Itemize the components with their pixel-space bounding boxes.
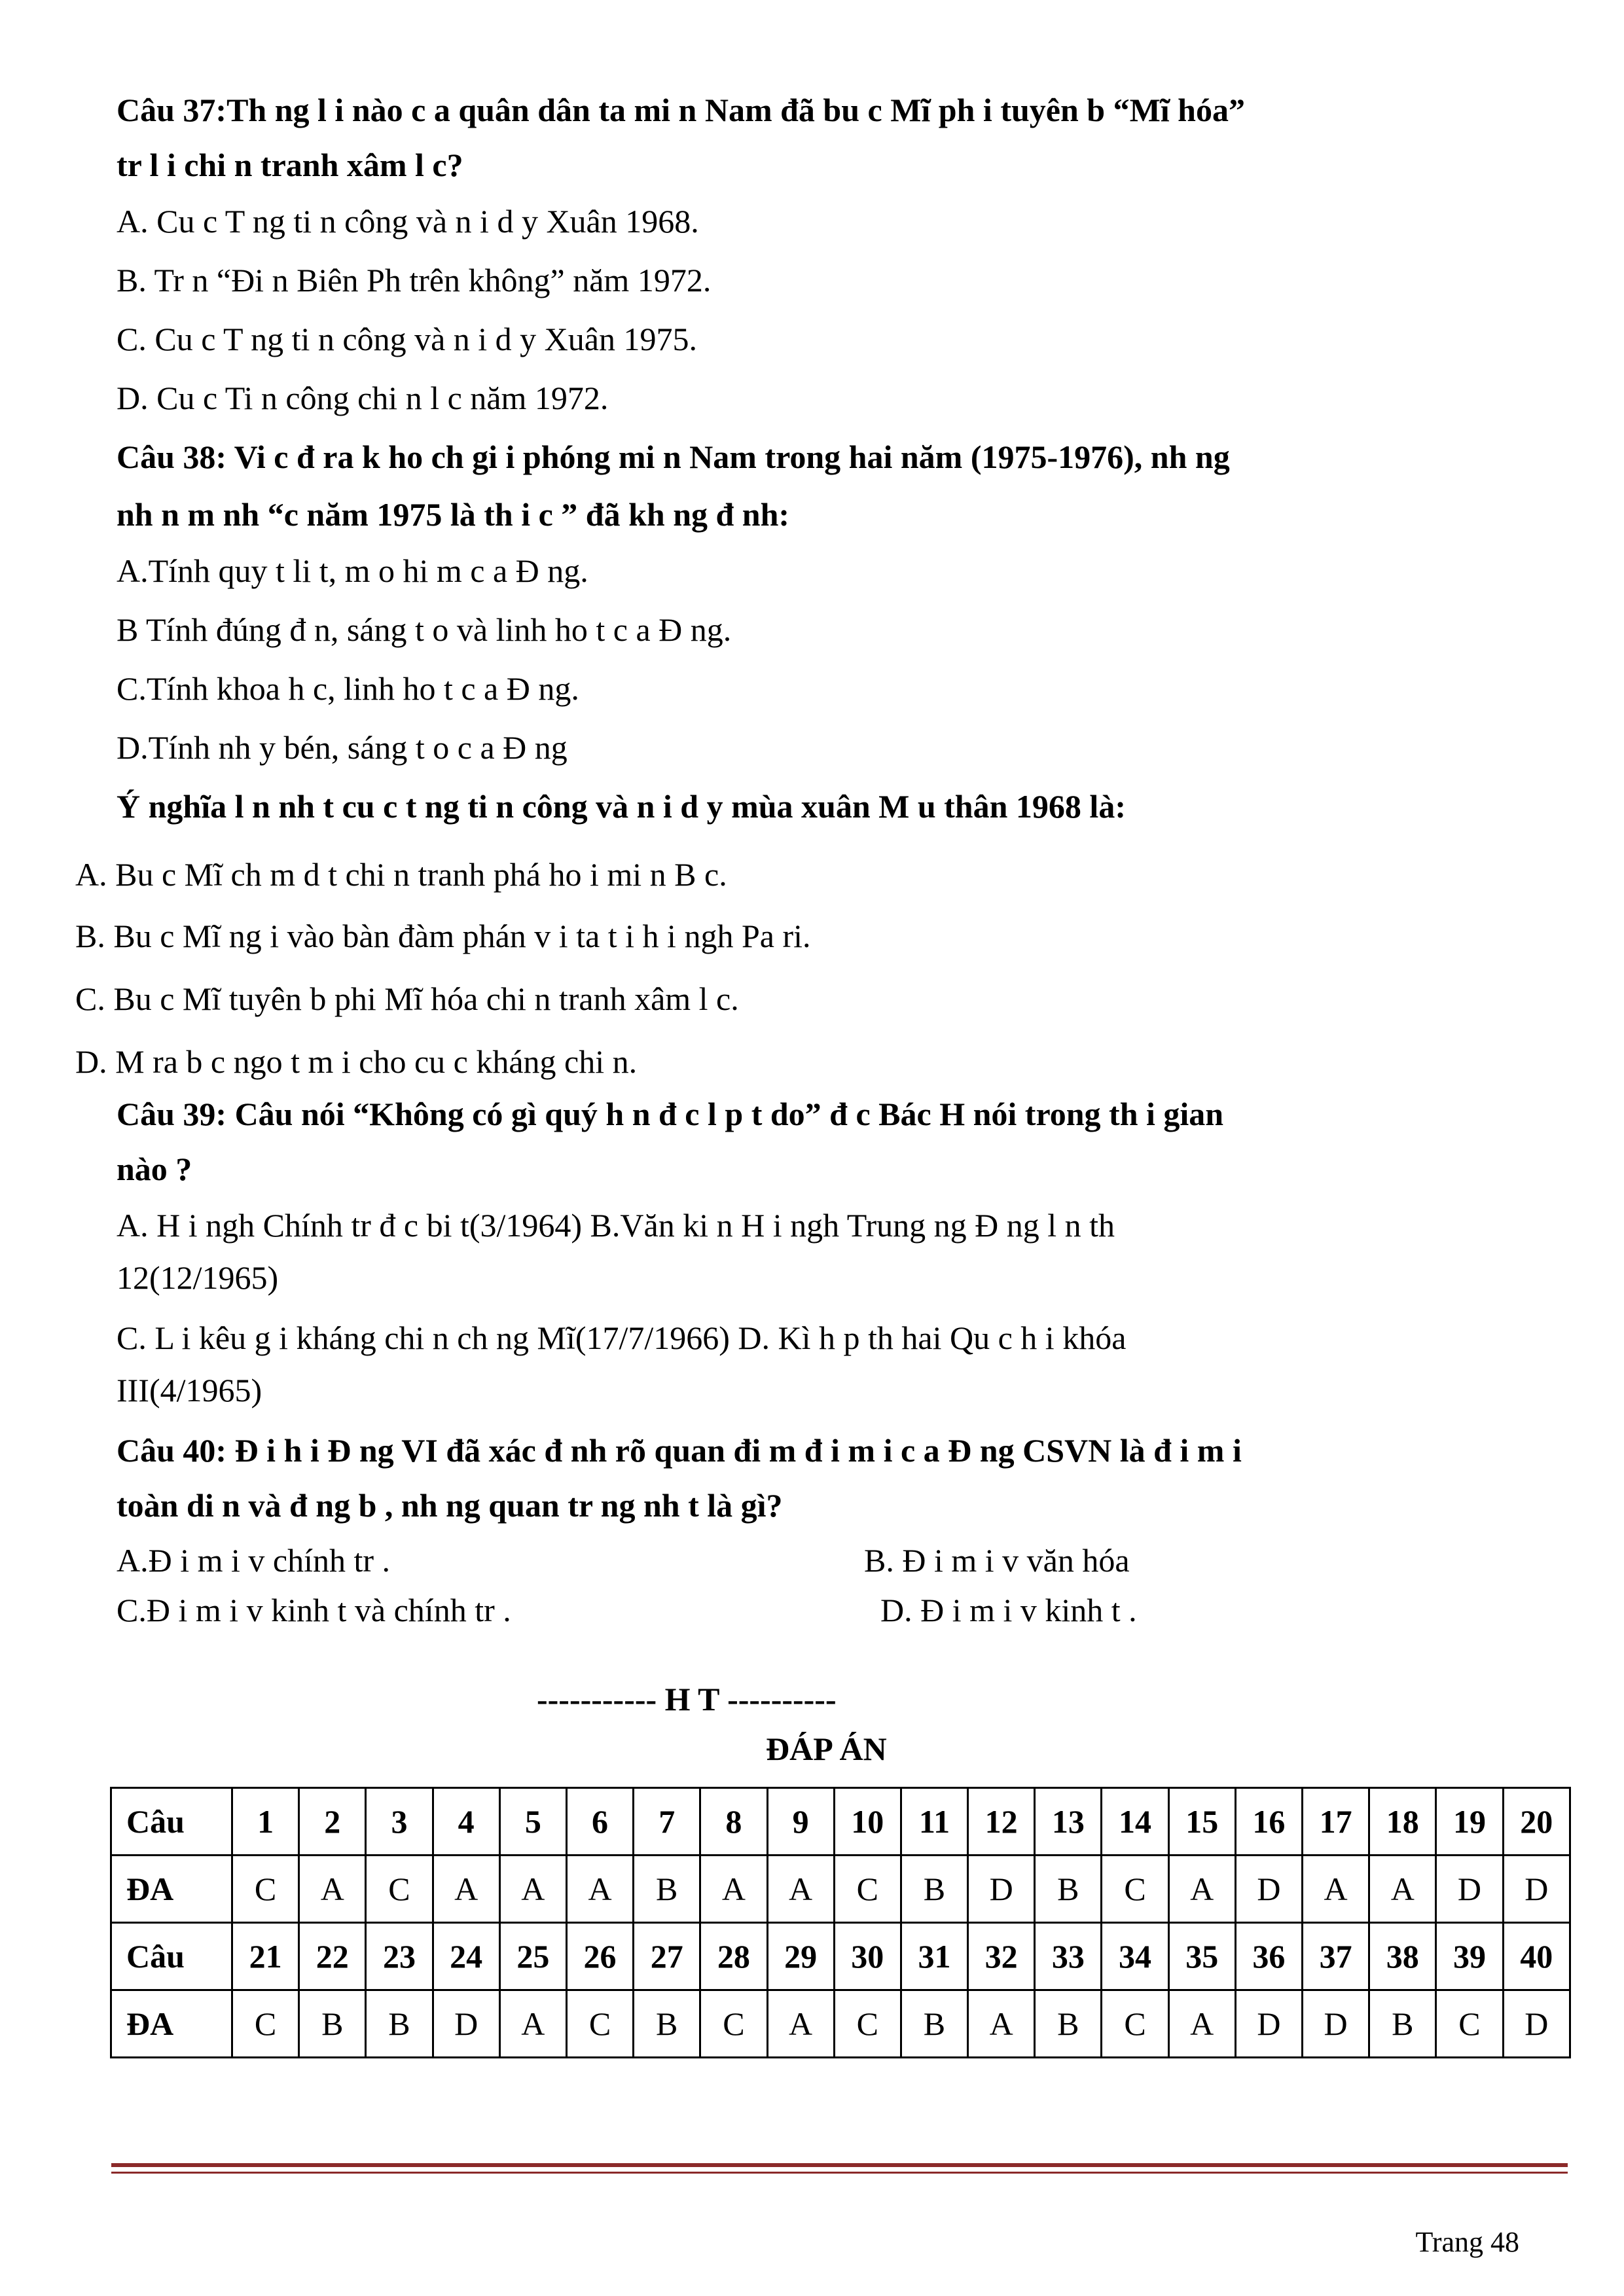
row-label-cau: Câu bbox=[111, 1788, 232, 1856]
answer-cell: C bbox=[366, 1856, 433, 1923]
answer-cell: B bbox=[901, 1990, 967, 2058]
q-num: 32 bbox=[968, 1923, 1035, 1990]
answer-cell: C bbox=[232, 1990, 299, 2058]
answer-cell: C bbox=[834, 1990, 901, 2058]
q38-title-line2: nh n m nh “c năm 1975 là th i c ” đã kh ng đ nh: bbox=[117, 496, 790, 533]
answer-cell: A bbox=[299, 1856, 366, 1923]
q39-options-ab-line1: A. H i ngh Chính tr đ c bi t(3/1964) B.Văn ki n H i ngh Trung ng Đ ng l n th bbox=[117, 1207, 1115, 1244]
q-num: 9 bbox=[767, 1788, 834, 1856]
answer-cell: A bbox=[1168, 1990, 1235, 2058]
q38-option-c: C.Tính khoa h c, linh ho t c a Đ ng. bbox=[117, 670, 579, 707]
q-num: 16 bbox=[1235, 1788, 1302, 1856]
answer-cell: C bbox=[566, 1990, 633, 2058]
q-num: 22 bbox=[299, 1923, 366, 1990]
answer-cell: A bbox=[1369, 1856, 1436, 1923]
q-num: 28 bbox=[700, 1923, 767, 1990]
answer-cell: D bbox=[1235, 1990, 1302, 2058]
q-num: 14 bbox=[1102, 1788, 1168, 1856]
q-num: 40 bbox=[1503, 1923, 1570, 1990]
q-num: 31 bbox=[901, 1923, 967, 1990]
answer-table-row-a2 bbox=[111, 1990, 1570, 2058]
answer-cell: C bbox=[1102, 1990, 1168, 2058]
q-num: 34 bbox=[1102, 1923, 1168, 1990]
q-num: 4 bbox=[433, 1788, 499, 1856]
answer-table-row-q1 bbox=[111, 1788, 1570, 1856]
answer-cell: A bbox=[433, 1856, 499, 1923]
q-num: 11 bbox=[901, 1788, 967, 1856]
footer-rule-thin bbox=[111, 2172, 1568, 2174]
q-num: 15 bbox=[1168, 1788, 1235, 1856]
q-num: 25 bbox=[499, 1923, 566, 1990]
answer-cell: D bbox=[1503, 1856, 1570, 1923]
q-num: 7 bbox=[634, 1788, 700, 1856]
q-num: 2 bbox=[299, 1788, 366, 1856]
q-num: 8 bbox=[700, 1788, 767, 1856]
q-num: 37 bbox=[1303, 1923, 1369, 1990]
qx-option-a: A. Bu c Mĩ ch m d t chi n tranh phá ho i mi n B c. bbox=[75, 856, 727, 893]
q40-title-line2: toàn di n và đ ng b , nh ng quan tr ng nh t là gì? bbox=[117, 1487, 783, 1524]
q-num: 27 bbox=[634, 1923, 700, 1990]
q-num: 20 bbox=[1503, 1788, 1570, 1856]
answer-table bbox=[110, 1787, 1571, 2058]
row-label-da: ĐA bbox=[111, 1990, 232, 2058]
answer-cell: D bbox=[1503, 1990, 1570, 2058]
q40-option-d: D. Đ i m i v kinh t . bbox=[880, 1592, 1137, 1628]
q39-options-cd-line2: III(4/1965) bbox=[117, 1372, 262, 1408]
qx-option-d: D. M ra b c ngo t m i cho cu c kháng chi n. bbox=[75, 1043, 638, 1080]
answer-cell: A bbox=[767, 1990, 834, 2058]
end-mark: ----------- H T ---------- bbox=[537, 1681, 837, 1717]
q-num: 19 bbox=[1436, 1788, 1503, 1856]
q40-option-b: B. Đ i m i v văn hóa bbox=[864, 1542, 1130, 1579]
qx-option-c: C. Bu c Mĩ tuyên b phi Mĩ hóa chi n tranh xâm l c. bbox=[75, 980, 739, 1017]
answer-cell: B bbox=[634, 1856, 700, 1923]
answer-cell: B bbox=[1035, 1856, 1102, 1923]
qx-title: Ý nghĩa l n nh t cu c t ng ti n công và n i d y mùa xuân M u thân 1968 là: bbox=[117, 788, 1126, 825]
q-num: 29 bbox=[767, 1923, 834, 1990]
answer-cell: A bbox=[499, 1990, 566, 2058]
qx-option-b: B. Bu c Mĩ ng i vào bàn đàm phán v i ta t i h i ngh Pa ri. bbox=[75, 918, 811, 954]
q40-option-c: C.Đ i m i v kinh t và chính tr . bbox=[117, 1592, 511, 1628]
row-label-da: ĐA bbox=[111, 1856, 232, 1923]
q-num: 30 bbox=[834, 1923, 901, 1990]
q-num: 24 bbox=[433, 1923, 499, 1990]
q-num: 21 bbox=[232, 1923, 299, 1990]
q-num: 12 bbox=[968, 1788, 1035, 1856]
q-num: 18 bbox=[1369, 1788, 1436, 1856]
footer-rule-thick bbox=[111, 2163, 1568, 2167]
q37-option-a: A. Cu c T ng ti n công và n i d y Xuân 1968. bbox=[117, 203, 699, 240]
q39-options-cd-line1: C. L i kêu g i kháng chi n ch ng Mĩ(17/7/1966) D. Kì h p th hai Qu c h i khóa bbox=[117, 1319, 1127, 1356]
answer-table-row-q2 bbox=[111, 1923, 1570, 1990]
answer-cell: C bbox=[700, 1990, 767, 2058]
q-num: 6 bbox=[566, 1788, 633, 1856]
q-num: 13 bbox=[1035, 1788, 1102, 1856]
q37-title-line2: tr l i chi n tranh xâm l c? bbox=[117, 147, 463, 183]
q37-title-line1: Câu 37:Th ng l i nào c a quân dân ta mi n Nam đã bu c Mĩ ph i tuyên b “Mĩ hóa” bbox=[117, 92, 1245, 128]
answer-cell: B bbox=[1035, 1990, 1102, 2058]
q-num: 23 bbox=[366, 1923, 433, 1990]
answer-cell: D bbox=[1436, 1856, 1503, 1923]
q37-option-b: B. Tr n “Đi n Biên Ph trên không” năm 1972. bbox=[117, 262, 712, 298]
answer-cell: D bbox=[433, 1990, 499, 2058]
answer-cell: A bbox=[968, 1990, 1035, 2058]
answer-cell: B bbox=[901, 1856, 967, 1923]
answer-cell: B bbox=[1369, 1990, 1436, 2058]
q-num: 35 bbox=[1168, 1923, 1235, 1990]
q39-title-line1: Câu 39: Câu nói “Không có gì quý h n đ c l p t do” đ c Bác H nói trong th i gian bbox=[117, 1096, 1224, 1132]
answer-cell: D bbox=[1235, 1856, 1302, 1923]
q38-title-line1: Câu 38: Vi c đ ra k ho ch gi i phóng mi n Nam trong hai năm (1975-1976), nh ng bbox=[117, 439, 1230, 475]
q-num: 38 bbox=[1369, 1923, 1436, 1990]
q-num: 36 bbox=[1235, 1923, 1302, 1990]
q38-option-d: D.Tính nh y bén, sáng t o c a Đ ng bbox=[117, 729, 568, 766]
answer-cell: A bbox=[1168, 1856, 1235, 1923]
q-num: 5 bbox=[499, 1788, 566, 1856]
q-num: 3 bbox=[366, 1788, 433, 1856]
answer-cell: B bbox=[366, 1990, 433, 2058]
q37-option-c: C. Cu c T ng ti n công và n i d y Xuân 1975. bbox=[117, 321, 697, 357]
q-num: 33 bbox=[1035, 1923, 1102, 1990]
q40-title-line1: Câu 40: Đ i h i Đ ng VI đã xác đ nh rõ quan đi m đ i m i c a Đ ng CSVN là đ i m i bbox=[117, 1432, 1242, 1469]
q-num: 17 bbox=[1303, 1788, 1369, 1856]
row-label-cau: Câu bbox=[111, 1923, 232, 1990]
q38-option-a: A.Tính quy t li t, m o hi m c a Đ ng. bbox=[117, 552, 588, 589]
answer-cell: B bbox=[634, 1990, 700, 2058]
page-number: Trang 48 bbox=[1415, 2226, 1519, 2258]
answer-cell: C bbox=[1436, 1990, 1503, 2058]
q37-option-d: D. Cu c Ti n công chi n l c năm 1972. bbox=[117, 380, 609, 416]
q-num: 10 bbox=[834, 1788, 901, 1856]
q-num: 39 bbox=[1436, 1923, 1503, 1990]
answer-cell: A bbox=[566, 1856, 633, 1923]
answer-cell: C bbox=[232, 1856, 299, 1923]
q40-option-a: A.Đ i m i v chính tr . bbox=[117, 1542, 391, 1579]
answer-table-row-a1 bbox=[111, 1856, 1570, 1923]
answer-cell: A bbox=[767, 1856, 834, 1923]
answer-cell: C bbox=[834, 1856, 901, 1923]
answer-cell: A bbox=[1303, 1856, 1369, 1923]
q-num: 1 bbox=[232, 1788, 299, 1856]
q-num: 26 bbox=[566, 1923, 633, 1990]
answer-cell: A bbox=[499, 1856, 566, 1923]
answer-key-title: ĐÁP ÁN bbox=[766, 1731, 887, 1767]
answer-cell: A bbox=[700, 1856, 767, 1923]
q38-option-b: B Tính đúng đ n, sáng t o và linh ho t c a Đ ng. bbox=[117, 611, 732, 648]
answer-cell: C bbox=[1102, 1856, 1168, 1923]
answer-cell: D bbox=[968, 1856, 1035, 1923]
answer-cell: B bbox=[299, 1990, 366, 2058]
q39-options-ab-line2: 12(12/1965) bbox=[117, 1259, 279, 1296]
q39-title-line2: nào ? bbox=[117, 1151, 192, 1187]
answer-cell: D bbox=[1303, 1990, 1369, 2058]
